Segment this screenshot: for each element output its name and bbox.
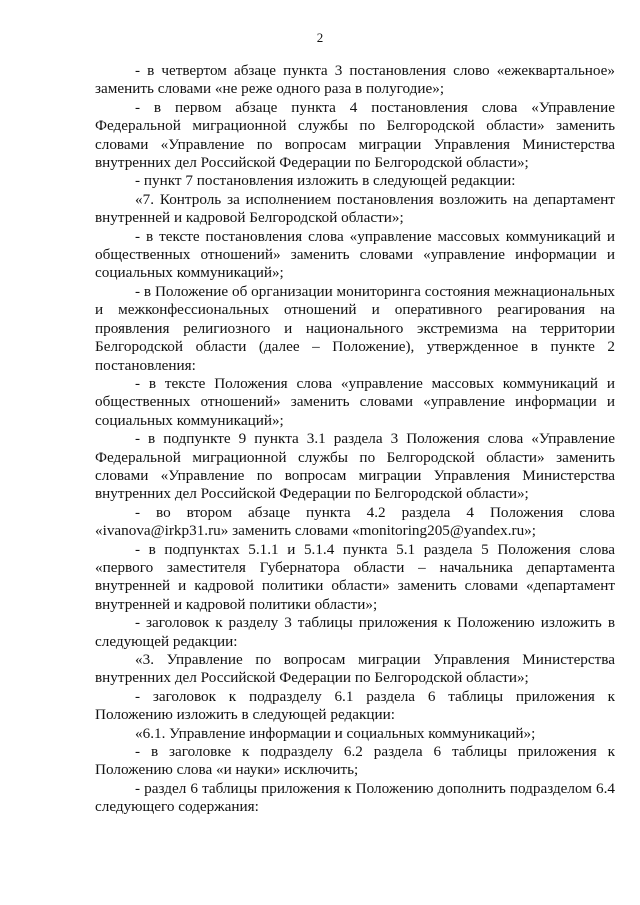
paragraph: «7. Контроль за исполнением постановления возложить на департамент внутренней и кадровой Белгородской области»;	[95, 190, 615, 227]
paragraph: - в тексте постановления слова «управление массовых коммуникаций и общественных отношений» заменить словами «управление информации и социальных коммуникаций»;	[95, 227, 615, 282]
paragraph: - заголовок к разделу 3 таблицы приложения к Положению изложить в следующей редакции:	[95, 614, 615, 650]
paragraph: - в первом абзаце пункта 4 постановления слова «Управление Федеральной миграционной службы по Белгородской области» заменить словами «Управление по вопросам миграции Управления Министерства внутренних дел Российской Федерации по Белгородской области»;	[95, 98, 615, 172]
paragraph: «3. Управление по вопросам миграции Управления Министерства внутренних дел Российской Федерации по Белгородской области»;	[95, 651, 615, 687]
paragraph: - раздел 6 таблицы приложения к Положению дополнить подразделом 6.4 следующего содержания:	[95, 779, 615, 816]
paragraph: - в Положение об организации мониторинга состояния межнациональных и межконфессиональных отношений и оперативного реагирования на проявления религиозного и национального экстремизма на территории Белгородской области (далее – Положение), утвержденное в пункте 2 постановления:	[95, 282, 615, 374]
paragraph: - в четвертом абзаце пункта 3 постановления слово «ежеквартальное» заменить словами «не реже одного раза в полугодие»;	[95, 62, 615, 98]
paragraph: - в подпункте 9 пункта 3.1 раздела 3 Положения слова «Управление Федеральной миграционной службы по Белгородской области» заменить словами «Управление по вопросам миграции Управления Министерства внутренних дел Российской Федерации по Белгородской области»;	[95, 430, 615, 503]
paragraph: - во втором абзаце пункта 4.2 раздела 4 Положения слова «ivanova@irkp31.ru» заменить словами «monitoring205@yandex.ru»;	[95, 503, 615, 540]
paragraph: - пункт 7 постановления изложить в следующей редакции:	[135, 172, 516, 190]
paragraph: - заголовок к подразделу 6.1 раздела 6 таблицы приложения к Положению изложить в следующей редакции:	[95, 687, 615, 724]
paragraph: - в заголовке к подразделу 6.2 раздела 6 таблицы приложения к Положению слова «и науки» исключить;	[95, 743, 615, 779]
page-number: 2	[316, 30, 324, 45]
document-body	[95, 62, 615, 817]
paragraph: - в тексте Положения слова «управление массовых коммуникаций и общественных отношений» заменить словами «управление информации и социальных коммуникаций»;	[95, 374, 615, 429]
paragraph: «6.1. Управление информации и социальных коммуникаций»;	[135, 724, 536, 742]
paragraph: - в подпунктах 5.1.1 и 5.1.4 пункта 5.1 раздела 5 Положения слова «первого заместителя Губернатора области – начальника департамента внутренней и кадровой политики области» заменить словами «департамент внутренней и кадровой политики области»;	[95, 540, 615, 613]
